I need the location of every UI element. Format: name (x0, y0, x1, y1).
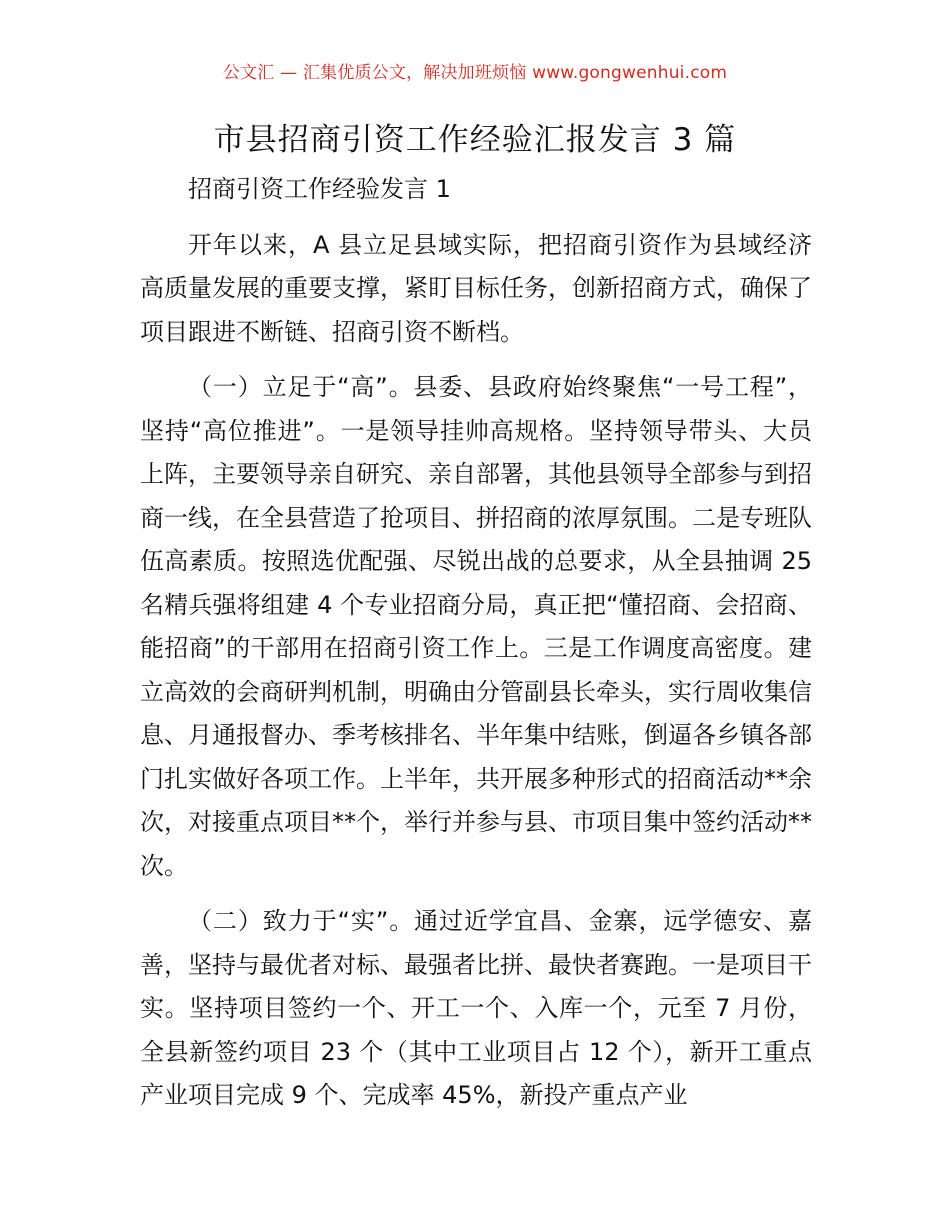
document-body (140, 168, 812, 1118)
header-banner: 公文汇 — 汇集优质公文，解决加班烦恼 www.gongwenhui.com (222, 63, 728, 83)
paragraph-intro: 开年以来，A 县立足县域实际，把招商引资作为县域经济高质量发展的重要支撑，紧盯目标任务，创新招商方式，确保了项目跟进不断链、招商引资不断档。 (140, 230, 812, 346)
document-title: 市县招商引资工作经验汇报发言 3 篇 (213, 122, 737, 158)
paragraph-section-1: （一）立足于“高”。县委、县政府始终聚焦“一号工程”，坚持“高位推进”。一是领导挂帅高规格。坚持领导带头、大员上阵，主要领导亲自研究、亲自部署，其他县领导全部参与到招商一线，在全县营造了抢项目、拼招商的浓厚氛围。二是专班队伍高素质。按照选优配强、尽锐出战的总要求，从全县抽调 25 名精兵强将组建 4 个专业招商分局，真正把“懂招商、会招商、能招商”的干部用在招商引资工作上。三是工作调度高密度。建立高效的会商研判机制，明确由分管副县长牵头，实行周收集信息、月通报督办、季考核排名、半年集中结账，倒逼各乡镇各部门扎实做好各项工作。上半年，共开展多种形式的招商活动**余次，对接重点项目**个，举行并参与县、市项目集中签约活动**次。 (140, 373, 812, 880)
paragraph-section-2: （二）致力于“实”。通过近学宜昌、金寨，远学德安、嘉善，坚持与最优者对标、最强者比拼、最快者赛跑。一是项目干实。坚持项目签约一个、开工一个、入库一个，元至 7 月份，全县新签约项目 23 个（其中工业项目占 12 个），新开工重点产业项目完成 9 个、完成率 45%，新投产重点产业 (140, 907, 812, 1109)
document-subtitle: 招商引资工作经验发言 1 (188, 175, 451, 203)
